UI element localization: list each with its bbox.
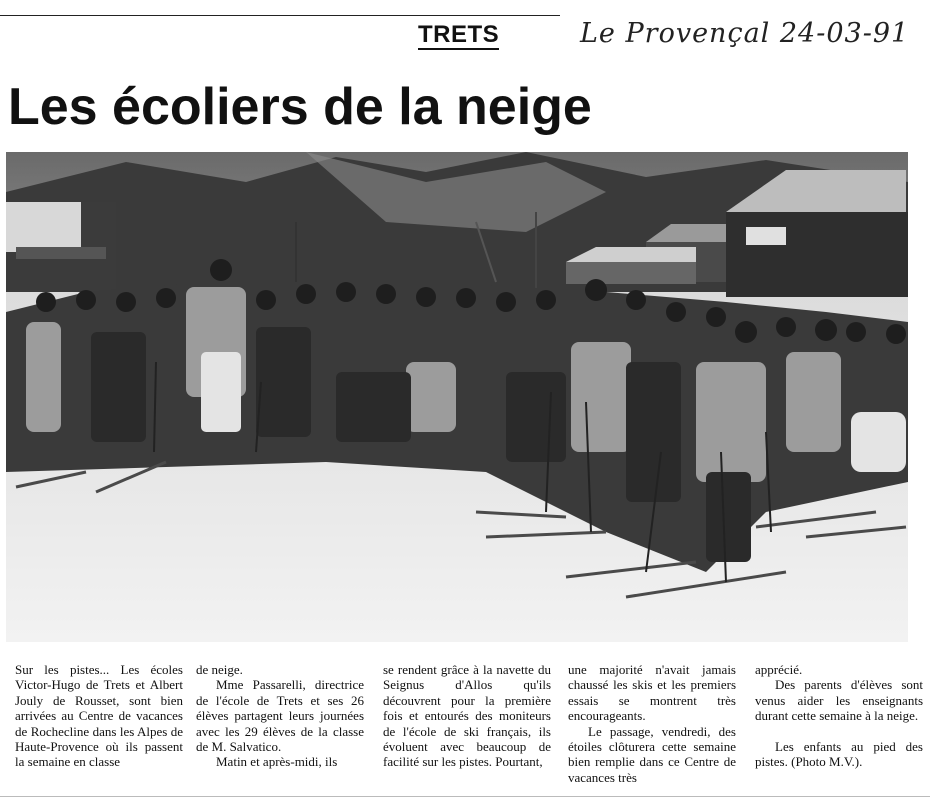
- group-photo-skiers-icon: [6, 152, 908, 642]
- top-rule: [0, 15, 560, 16]
- text-column-3: [383, 662, 551, 770]
- bottom-rule: [0, 796, 930, 797]
- paragraph-spacer: [755, 724, 923, 739]
- article-body: [15, 662, 925, 785]
- text-column-4: [568, 662, 736, 785]
- paragraph: Le passage, vendredi, des étoiles clôturera cette semaine bien remplie dans ce Centre de vacances très: [568, 723, 736, 785]
- paragraph: de neige.: [196, 662, 243, 677]
- paragraph: se rendent grâce à la navette du Seignus d'Allos qu'ils découvrent pour la première fois et entourés des moniteurs de l'école de ski français, ils évoluent avec beaucoup de facilité sur les pistes. Pourtant,: [383, 662, 551, 770]
- article-photo: [6, 152, 908, 642]
- text-column-5: [755, 662, 923, 769]
- paragraph: Des parents d'élèves sont venus aider les enseignants durant cette semaine à la neige.: [755, 677, 923, 724]
- paragraph: Sur les pistes... Les écoles Victor-Hugo de Trets et Albert Jouly de Rousset, sont bien arrivées au Centre de vacances de Rochecline dans les Alpes de Haute-Provence où ils passent la semaine en classe: [15, 662, 183, 770]
- paragraph: Matin et après-midi, ils: [216, 754, 338, 770]
- paragraph: apprécié.: [755, 662, 803, 677]
- section-kicker: TRETS: [418, 21, 500, 48]
- photo-caption: Les enfants au pied des pistes. (Photo M.V.).: [755, 738, 923, 770]
- text-column-1: [15, 662, 183, 770]
- paragraph: une majorité n'avait jamais chaussé les skis et les premiers essais se montrent très encourageants.: [568, 662, 736, 724]
- text-column-2: [196, 662, 364, 770]
- paragraph: Mme Passarelli, directrice de l'école de Trets et ses 26 élèves partagent leurs journées avec les 29 élèves de la classe de M. Salvatico.: [196, 677, 364, 755]
- article-headline: Les écoliers de la neige: [8, 78, 592, 136]
- handwritten-source-note: Le Provençal 24-03-91: [580, 18, 910, 49]
